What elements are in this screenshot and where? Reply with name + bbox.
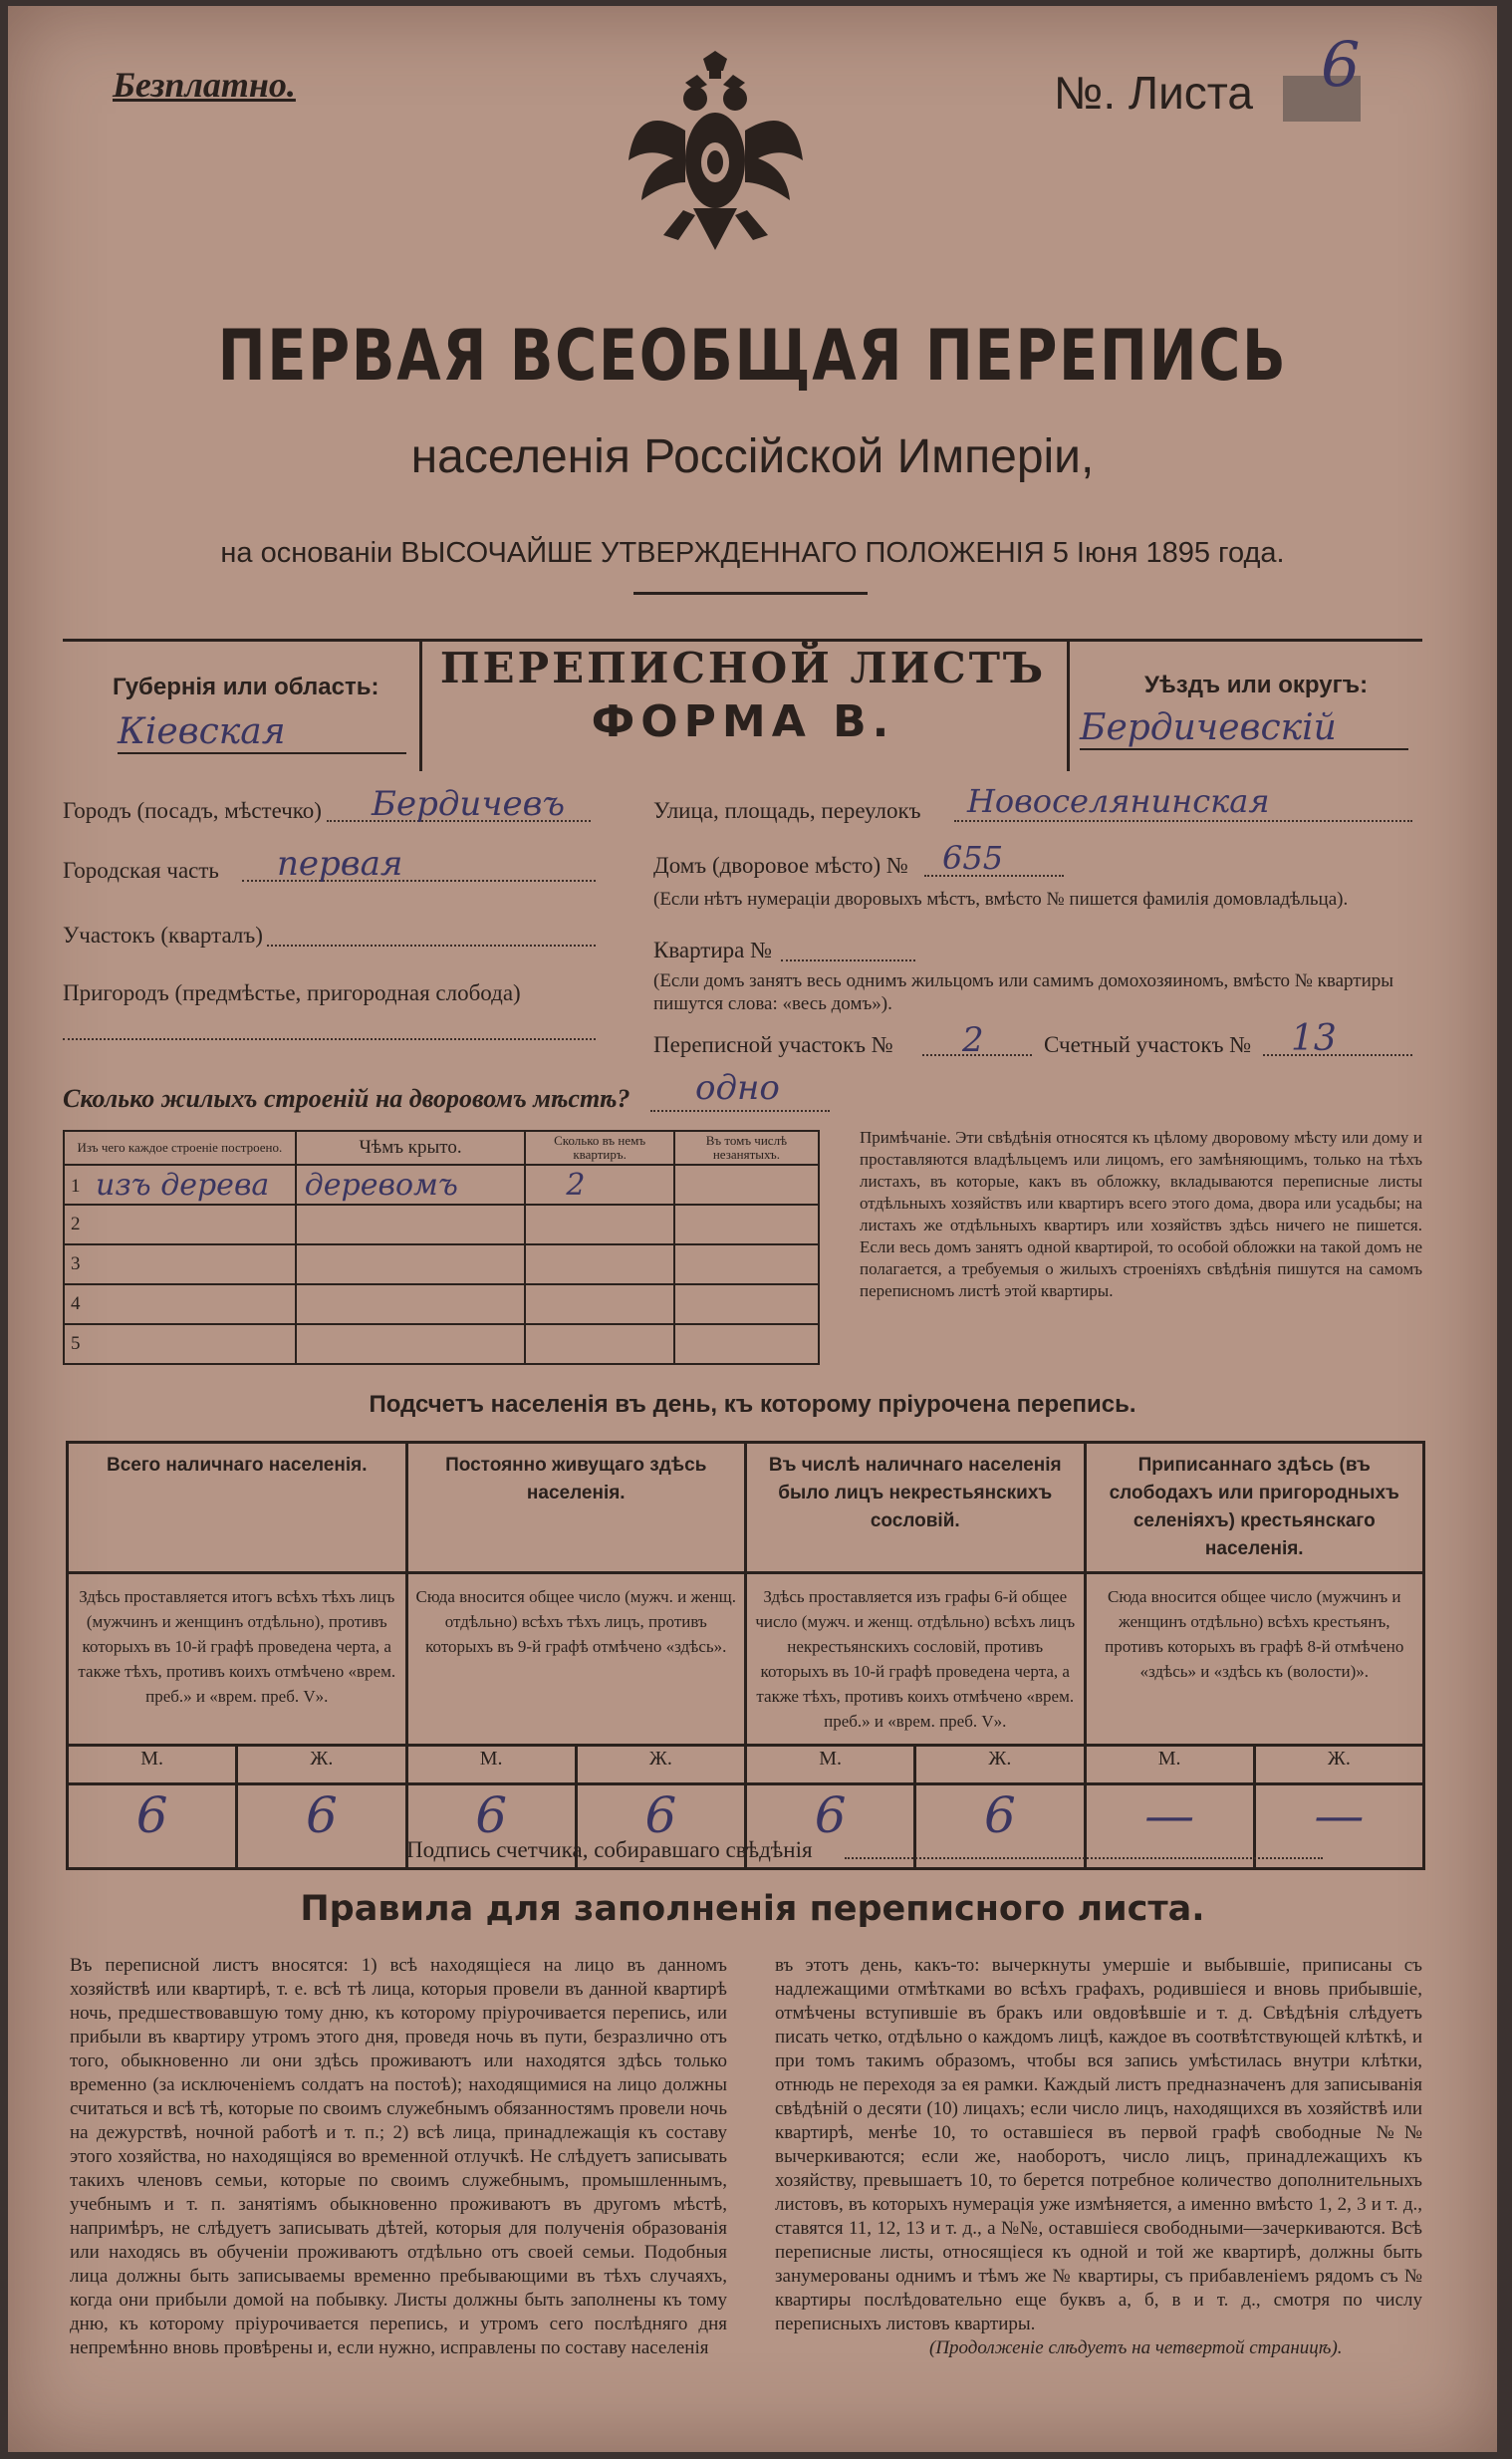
uchastok-line [267, 945, 596, 947]
buildings-header-flats: Сколько въ немъ квартиръ. [525, 1131, 673, 1165]
counting-district-value: 13 [1291, 1018, 1337, 1059]
sheet-number-label: №. Листа [1054, 67, 1253, 119]
rules-title: Правила для заполненія переписного листа. [300, 1889, 1205, 1929]
non-peasant-male: 6 [746, 1784, 915, 1869]
non-peasant-female: 6 [915, 1784, 1085, 1869]
row-roof [296, 1284, 526, 1324]
street-line [954, 820, 1412, 822]
house-field [653, 839, 1420, 911]
town-part-value: первая [277, 844, 403, 884]
header-peasant: Приписаннаго здѣсь (въ слободахъ или пригородныхъ селеніяхъ) крестьянскаго населенія. [1085, 1443, 1424, 1573]
table-cell [64, 1165, 296, 1205]
buildings-table [63, 1130, 820, 1365]
row-number: 4 [64, 1284, 296, 1324]
male-label: М. [406, 1746, 576, 1784]
row-material: изъ дерева [96, 1167, 270, 1203]
signature-label: Подпись счетчика, собиравшаго свѣдѣнія [406, 1837, 813, 1862]
female-label: Ж. [576, 1746, 745, 1784]
desc-total-present: Здѣсь проставляется итогъ всѣхъ тѣхъ лицъ (мужчинъ и женщинъ отдѣльно), противъ которыхъ въ 10-й графѣ проведена черта, а также тѣхъ, противъ коихъ отмѣчено «врем. преб.» и «врем. преб. V». [68, 1573, 407, 1746]
form-title: ПЕРЕПИСНОЙ ЛИСТЪ [439, 644, 1047, 692]
census-subtitle: населенія Россійской Имперіи, [410, 430, 1095, 483]
table-row [64, 1324, 819, 1364]
census-district-value: 2 [962, 1020, 984, 1060]
desc-permanent: Сюда вносится общее число (мужч. и женщ. отдѣльно) всѣхъ тѣхъ лицъ, противъ которыхъ въ 9-й графѣ отмѣчено «здѣсь». [406, 1573, 746, 1746]
buildings-note: Примѣчаніе. Эти свѣдѣнія относятся къ цѣлому дворовому мѣсту или дому и проставляются владѣльцемъ или лицомъ, его замѣняющимъ, только на тѣхъ листахъ, въ которые, какъ въ обложку, вкладываются переписные листы отдѣльныхъ хозяйствъ или квартиръ всего этого дома, двора или усадьбы; на листахъ же отдѣльныхъ квартиръ или хозяйствъ здѣсь ничего не пишется. Если весь домъ занятъ одной квартирой, то особой обложки на такой домъ не полагается, а требуемыя о жилыхъ строеніяхъ свѣдѣнія пишутся на самомъ переписномъ листѣ этой квартиры. [860, 1128, 1422, 1300]
desc-non-peasant: Здѣсь проставляется изъ графы 6-й общее число (мужч. и женщ. отдѣльно) всѣхъ лицъ некрестьянскихъ сословій, противъ которыхъ въ 10-й графѣ проведена черта, а также тѣхъ, противъ коихъ отмѣчено «врем. преб.» и «врем. преб. V». [746, 1573, 1086, 1746]
signature-line [845, 1857, 1323, 1859]
permanent-female: 6 [576, 1784, 745, 1869]
uezd-cell [1067, 642, 1425, 771]
total-present-female: 6 [237, 1784, 406, 1869]
male-label: М. [68, 1746, 237, 1784]
row-number: 5 [64, 1324, 296, 1364]
row-roof [296, 1244, 526, 1284]
rules-continued: (Продолженіе слѣдуетъ на четвертой страницѣ). [929, 2337, 1343, 2358]
row-flats: 2 [525, 1165, 673, 1205]
buildings-header-material: Изъ чего каждое строеніе построено. [64, 1131, 296, 1165]
permanent-male: 6 [406, 1784, 576, 1869]
rules-right-column: въ этотъ день, какъ-то: вычеркнуты умершіе и выбывшіе, приписаны съ надлежащими отмѣтками во всѣхъ графахъ, родившіеся и вновь прибывшіе, отмѣчены вступившіе въ бракъ или овдовѣвшіе и т. д. Свѣдѣнія слѣдуетъ писать четко, отдѣльно о каждомъ лицѣ, каждое въ соотвѣтствующей клѣткѣ, и при томъ такимъ образомъ, чтобы вся запись умѣстилась внутри клѣтки, отнюдь не переходя за ея рамки. Каждый листъ предназначенъ для записыванія свѣдѣній о десяти (10) лицахъ; если число лицъ, находящихся въ хозяйствѣ или квартирѣ, менѣе 10, то оставшіеся въ первой графѣ свободные №№ вычеркиваются; если же, наоборотъ, число лицъ, принадлежащихъ къ хозяйству, превышаетъ 10, то берется потребное количество дополнительныхъ листовъ, въ которыхъ нумерація уже измѣняется, а именно вмѣсто 1, 2, 3 и т. д., ставятся 11, 12, 13 и т. д., а №№, оставшіеся свободными—зачеркиваются. Всѣ переписные листы, относящіеся къ одной и той же квартирѣ, должны быть занумерованы однимъ и тѣмъ же № квартиры, съ прибавленіемъ рядомъ съ № квартиры послѣдовательно еще буквъ а, б, в и т. д., смотря по числу переписныхъ листовъ квартиры. [775, 1955, 1422, 2334]
header-permanent: Постоянно живущаго здѣсь населенія. [406, 1443, 746, 1573]
header-non-peasant: Въ числѣ наличнаго населенія было лицъ некрестьянскихъ сословій. [746, 1443, 1086, 1573]
census-basis-text: на основаніи ВЫСОЧАЙШЕ УТВЕРЖДЕННАГО ПОЛОЖЕНІЯ 5 Іюня 1895 года. [220, 537, 1285, 569]
buildings-answer-line [650, 1110, 830, 1112]
desc-peasant: Сюда вносится общее число (мужчинъ и женщинъ отдѣльно) всѣхъ крестьянъ, противъ которыхъ въ графѣ 8-й отмѣчено «здѣсь» и «здѣсь къ (волости)». [1085, 1573, 1424, 1746]
prigorod-field [63, 980, 596, 1040]
population-sex-labels [68, 1746, 1424, 1784]
female-label: Ж. [1254, 1746, 1423, 1784]
peasant-male: — [1085, 1784, 1254, 1869]
row-roof [296, 1205, 526, 1244]
districts-field [653, 1018, 1420, 1060]
apartment-line [781, 959, 915, 961]
buildings-table-header [64, 1131, 819, 1165]
female-label: Ж. [915, 1746, 1085, 1784]
row-number: 3 [64, 1244, 296, 1284]
buildings-header-roof: Чѣмъ крыто. [296, 1131, 526, 1165]
street-field [653, 782, 1420, 824]
table-row [64, 1205, 819, 1244]
apartment-note: (Если домъ занятъ весь однимъ жильцомъ или самимъ домохозяиномъ, вмѣсто № квартиры пишутся слова: «весь домъ»). [653, 970, 1394, 1014]
street-label: Улица, площадь, переулокъ [653, 798, 921, 823]
prigorod-line [63, 1038, 596, 1040]
peasant-female: — [1254, 1784, 1423, 1869]
town-part-field [63, 844, 596, 884]
prigorod-label: Пригородъ (предмѣстье, пригородная слобода) [63, 980, 521, 1005]
census-district-label: Переписной участокъ № [653, 1032, 893, 1057]
imperial-eagle-emblem [624, 51, 808, 265]
row-vacant [674, 1284, 819, 1324]
form-letter: ФОРМА В. [591, 696, 895, 747]
population-title: Подсчетъ населенія въ день, къ которому пріурочена перепись. [369, 1391, 1136, 1418]
form-title-cell [419, 642, 1067, 771]
table-row [64, 1165, 819, 1205]
uchastok-label: Участокъ (кварталъ) [63, 923, 263, 948]
gubernia-label: Губернія или область: [113, 674, 379, 700]
rules-left-column: Въ переписной листъ вносятся: 1) всѣ находящіеся на лицо въ данномъ хозяйствѣ или квартирѣ, т. е. всѣ тѣ лица, которыя провели въ данной квартирѣ ночь, предшествовавшую тому дню, къ которому пріурочивается перепись, или прибыли въ квартиру утромъ этого дня, проведя ночь въ пути, безразлично отъ того, обыкновенно ли они здѣсь проживаютъ или находятся здѣсь только временно (за исключеніемъ солдатъ на постоѣ); находящимися на лицо должны считаться и всѣ тѣ, которые по своимъ служебнымъ обязанностямъ провели ночь на дежурствѣ, ночной работѣ и т. п.; 2) всѣ лица, принадлежащія къ составу этого хозяйства, но находящіяся во временной отлучкѣ. Не слѣдуетъ записывать такихъ членовъ семьи, которые по своимъ служебнымъ, промышленнымъ, учебнымъ и т. п. занятіямъ обыкновенно проживаютъ въ другомъ мѣстѣ, напримѣръ, не слѣдуетъ записывать дѣтей, которыя для полученія образованія или находясь въ обученіи проживаютъ отдѣльно отъ своей семьи. Подобныя лица должны быть записываемы временно пребывающими въ тѣхъ случаяхъ, когда они прибыли домой на побывку. Листы должны быть заполнены къ тому дню, къ которому пріурочивается перепись, и утромъ сего послѣдняго дня непремѣнно вновь провѣрены и, если нужно, исправлены по составу населенія [70, 1955, 727, 2358]
row-vacant [674, 1244, 819, 1284]
counting-district-label: Счетный участокъ № [1044, 1032, 1252, 1057]
house-note: (Если нѣтъ нумераціи дворовыхъ мѣстъ, вмѣсто № пишется фамилія домовладѣльца). [653, 889, 1349, 910]
city-label: Городъ (посадъ, мѣстечко) [63, 798, 322, 823]
uchastok-field [63, 923, 596, 949]
row-number: 2 [64, 1205, 296, 1244]
male-label: М. [746, 1746, 915, 1784]
population-table [66, 1441, 1425, 1870]
female-label: Ж. [237, 1746, 406, 1784]
town-part-label: Городская часть [63, 858, 219, 883]
house-label: Домъ (дворовое мѣсто) № [653, 853, 908, 878]
total-present-male: 6 [68, 1784, 237, 1869]
uezd-value: Бердичевскій [1080, 707, 1408, 750]
row-flats [525, 1244, 673, 1284]
row-vacant [674, 1165, 819, 1205]
divider [633, 592, 868, 595]
row-vacant [674, 1205, 819, 1244]
census-form-page [8, 6, 1497, 2452]
buildings-answer: одно [695, 1068, 780, 1108]
row-vacant [674, 1324, 819, 1364]
male-label: М. [1085, 1746, 1254, 1784]
apartment-label: Квартира № [653, 938, 773, 962]
free-of-charge-label: Безплатно. [113, 65, 296, 105]
row-flats [525, 1284, 673, 1324]
header-total-present: Всего наличнаго населенія. [68, 1443, 407, 1573]
table-row [64, 1284, 819, 1324]
buildings-question: Сколько жилыхъ строеній на дворовомъ мѣстѣ? [63, 1084, 630, 1113]
row-roof [296, 1324, 526, 1364]
row-flats [525, 1324, 673, 1364]
gubernia-cell [63, 642, 422, 771]
counting-district-line [1263, 1054, 1412, 1056]
buildings-header-vacant: Въ томъ числѣ незанятыхъ. [674, 1131, 819, 1165]
row-number: 1 [71, 1176, 81, 1197]
row-flats [525, 1205, 673, 1244]
gubernia-value: Кіевская [118, 711, 406, 754]
population-descriptions [68, 1573, 1424, 1746]
uezd-label: Уѣздъ или округъ: [1144, 672, 1369, 698]
population-headers [68, 1443, 1424, 1573]
city-value: Бердичевъ [372, 784, 566, 824]
form-header-box [63, 639, 1422, 771]
sheet-number-value: 6 [1321, 28, 1361, 101]
census-title: ПЕРВАЯ ВСЕОБЩАЯ ПЕРЕПИСЬ [217, 315, 1288, 397]
street-value: Новоселянинская [967, 782, 1270, 820]
row-roof: деревомъ [296, 1165, 526, 1205]
apartment-field [653, 938, 1420, 1015]
city-field [63, 784, 596, 824]
table-row [64, 1244, 819, 1284]
house-value: 655 [942, 839, 1004, 877]
